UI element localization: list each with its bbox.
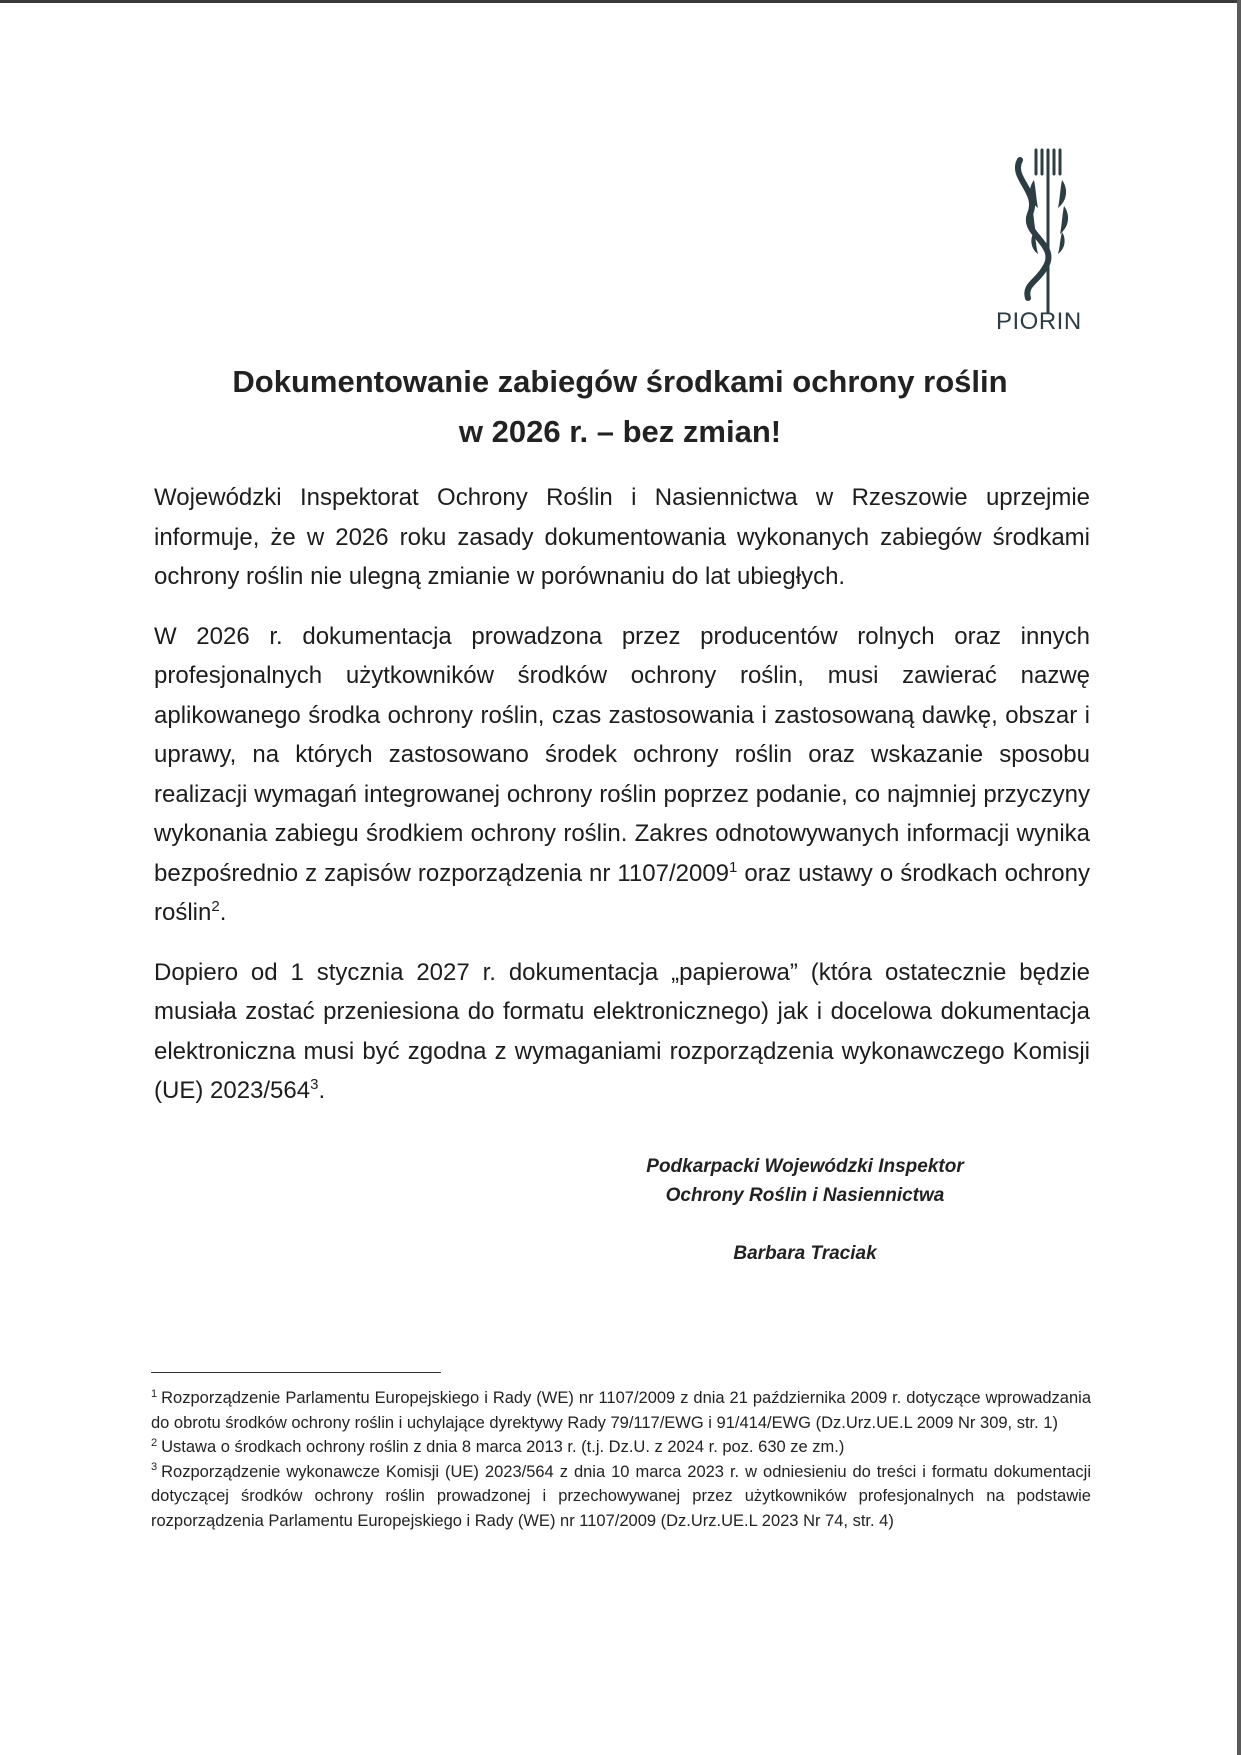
footnote-text: Ustawa o środkach ochrony roślin z dnia 8 marca 2013 r. (t.j. Dz.U. z 2024 r. poz. 630 ze zm.) [161,1438,845,1456]
document-title [150,357,1090,457]
footnote-ref-2: 2 [211,898,220,915]
title-line-2: w 2026 r. – bez zmian! [458,414,782,449]
page-edge-top [0,0,1241,3]
paragraph-1: Wojewódzki Inspektorat Ochrony Roślin i Nasiennictwa w Rzeszowie uprzejmie informuje, że w 2026 roku zasady dokumentowania wykonanych zabiegów środkami ochrony roślin nie ulegną zmianie w porównaniu do lat ubiegłych. [154,484,1090,590]
footnote-text: Rozporządzenie Parlamentu Europejskiego i Rady (WE) nr 1107/2009 z dnia 21 października 2009 r. dotyczące wprowadzania do obrotu środków ochrony roślin i uchylające dyrektywy Rady 79/117/EWG i 91/414/EWG (Dz.Urz.UE.L 2009 Nr 309, str. 1) [151,1389,1091,1432]
footnote-number: 1 [151,1387,158,1400]
paragraph-2-text: W 2026 r. dokumentacja prowadzona przez producentów rolnych oraz innych profesjonalnych użytkowników środków ochrony roślin, musi zawierać nazwę aplikowanego środka ochrony roślin, czas zastosowania i zastosowaną dawkę, obszar i uprawy, na których zastosowano środek ochrony roślin oraz wskazanie sposobu realizacji wymagań integrowanej ochrony roślin poprzez podanie, co najmniej przyczyny wykonania zabiegu środkiem ochrony roślin. Zakres odnotowywanych informacji wynika bezpośrednio z zapisów rozporządzenia nr 1107/2009 [154,622,1090,887]
footnote-number: 3 [151,1461,158,1473]
footnote-2 [151,1435,1091,1460]
signature-title-line-2: Ochrony Roślin i Nasiennictwa [665,1185,945,1206]
footnotes [151,1386,1091,1533]
footnote-ref-3: 3 [310,1076,319,1093]
paragraph-2-end: . [219,899,227,926]
footnote-number: 2 [151,1436,158,1449]
piorin-logo [996,148,1088,340]
document-body [154,478,1090,1131]
logo-text: PIORIN [996,308,1082,335]
paragraph-3 [154,953,1090,1111]
signature-name: Barbara Traciak [733,1243,877,1264]
footnote-1 [151,1386,1091,1435]
footnote-text: Rozporządzenie wykonawcze Komisji (UE) 2023/564 z dnia 10 marca 2023 r. w odniesieniu do treści i formatu dokumentacji dotyczącej środków ochrony roślin prowadzonej i przechowywanej przez użytkowników profesjonalnych na podstawie rozporządzenia Parlamentu Europejskiego i Rady (WE) nr 1107/2009 (Dz.Urz.UE.L 2023 Nr 74, str. 4) [151,1462,1091,1530]
page-edge-right [1237,0,1241,1755]
title-line-1: Dokumentowanie zabiegów środkami ochrony roślin [232,364,1008,399]
paragraph-2 [154,617,1090,933]
signature-title-line-1: Podkarpacki Wojewódzki Inspektor [646,1156,964,1177]
paragraph-3-end: . [318,1077,326,1104]
footnote-3 [151,1460,1091,1534]
footnote-separator [151,1372,441,1373]
footnote-ref-1: 1 [729,858,738,876]
paragraph-3-text: Dopiero od 1 stycznia 2027 r. dokumentacja „papierowa” (która ostatecznie będzie musiała zostać przeniesiona do formatu elektronicznego) jak i docelowa dokumentacja elektroniczna musi być zgodna z wymaganiami rozporządzenia wykonawczego Komisji (UE) 2023/564 [154,958,1090,1104]
paragraph-2-text-cont: oraz ustawy o środkach ochrony roślin [154,859,1090,926]
piorin-logo-icon [1006,148,1076,313]
signature-block [630,1152,980,1268]
